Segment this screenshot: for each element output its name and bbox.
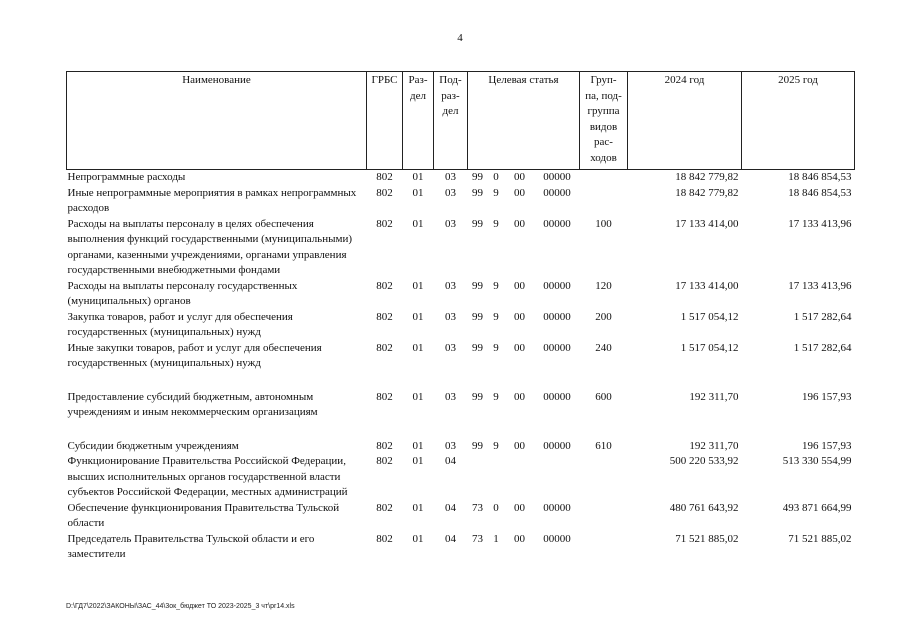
header-vid-raskhodov: Груп- па, под- группа видов рас- ходов [580, 72, 628, 170]
row-razdel: 01 [412, 217, 424, 230]
row-razdel: 01 [412, 455, 424, 467]
row-cs-subprogram: 0 [493, 501, 499, 514]
row-vid-raskhodov: 100 [595, 217, 612, 230]
row-cs-program: 99 [472, 171, 483, 183]
table-row [67, 186, 855, 217]
row-amount-2024: 17 133 414,00 [675, 279, 739, 292]
row-amount-2025: 493 871 664,99 [782, 501, 852, 514]
row-cs-subprogram: 9 [493, 341, 499, 354]
row-cs-subprogram: 0 [493, 171, 499, 183]
row-razdel: 01 [412, 501, 424, 514]
row-podrazdel: 04 [445, 501, 456, 514]
row-amount-2025: 18 846 854,53 [788, 171, 852, 183]
table-row [67, 390, 855, 439]
row-cs-program: 99 [472, 217, 483, 230]
row-vid-raskhodov: 200 [595, 310, 612, 323]
row-vid-raskhodov [580, 454, 628, 501]
table-row [67, 217, 855, 279]
row-amount-2024: 1 517 054,12 [680, 310, 739, 323]
row-cs-program: 99 [472, 279, 483, 292]
row-cs-program: 99 [472, 310, 483, 323]
row-cs-program [468, 454, 488, 501]
table-body [67, 170, 855, 563]
row-grbs: 802 [376, 501, 393, 514]
row-grbs: 802 [376, 439, 393, 452]
row-cs-direction: 00000 [543, 341, 571, 354]
table-row [67, 279, 855, 310]
row-podrazdel: 04 [445, 532, 456, 545]
row-amount-2024: 192 311,70 [689, 390, 739, 403]
row-name: Председатель Правительства Тульской области и его заместители [67, 532, 315, 560]
row-cs-direction: 00000 [543, 532, 571, 545]
row-cs-direction: 00000 [543, 279, 571, 292]
row-vid-raskhodov [580, 501, 628, 532]
row-cs-subprogram: 1 [493, 532, 499, 545]
header-tselevaya-statya: Целевая статья [468, 72, 580, 170]
row-cs-program: 99 [472, 341, 483, 354]
row-amount-2024: 1 517 054,12 [680, 341, 739, 354]
row-vid-raskhodov: 120 [595, 279, 612, 292]
row-cs-program: 99 [472, 439, 483, 452]
row-name: Расходы на выплаты персоналу в целях обеспечения выполнения функций государственными (муниципальными) органами, казенными учреждениями, органами управления государственными внебюджетными фондами [67, 217, 352, 276]
row-podrazdel: 03 [445, 279, 456, 292]
row-cs-direction: 00000 [543, 501, 571, 514]
row-amount-2024: 192 311,70 [689, 439, 739, 452]
row-name: Непрограммные расходы [67, 171, 186, 183]
row-vid-raskhodov [580, 186, 628, 217]
row-cs-main: 00 [514, 341, 525, 354]
row-amount-2025: 196 157,93 [802, 439, 852, 452]
row-name: Обеспечение функционирования Правительства Тульской области [67, 501, 340, 529]
row-cs-subprogram [488, 454, 505, 501]
header-grbs: ГРБС [367, 72, 403, 170]
row-razdel: 01 [412, 186, 424, 199]
row-name: Иные непрограммные мероприятия в рамках непрограммных расходов [67, 186, 357, 214]
table-row [67, 532, 855, 563]
row-amount-2025: 71 521 885,02 [788, 532, 852, 545]
row-cs-program: 99 [472, 186, 483, 199]
row-cs-program: 73 [472, 501, 483, 514]
row-cs-main: 00 [514, 279, 525, 292]
row-amount-2025: 1 517 282,64 [793, 310, 852, 323]
row-razdel: 01 [412, 310, 424, 323]
row-grbs: 802 [376, 171, 393, 183]
table-row [67, 439, 855, 455]
row-razdel: 01 [412, 279, 424, 292]
table-row [67, 170, 855, 186]
row-razdel: 01 [412, 532, 424, 545]
row-cs-main: 00 [514, 501, 525, 514]
row-amount-2025: 18 846 854,53 [788, 186, 852, 199]
row-podrazdel: 03 [445, 341, 456, 354]
row-razdel: 01 [412, 390, 424, 403]
row-name: Субсидии бюджетным учреждениям [67, 439, 239, 452]
row-amount-2024: 18 842 779,82 [675, 171, 739, 183]
row-podrazdel: 03 [445, 310, 456, 323]
row-podrazdel: 03 [445, 439, 456, 452]
row-cs-direction: 00000 [543, 171, 571, 183]
header-name: Наименование [67, 72, 367, 170]
row-vid-raskhodov: 600 [595, 390, 612, 403]
row-name: Закупка товаров, работ и услуг для обеспечения государственных (муниципальных) нужд [67, 310, 293, 338]
header-razdel: Раз- дел [403, 72, 434, 170]
row-grbs: 802 [376, 310, 393, 323]
row-cs-main: 00 [514, 390, 525, 403]
header-row [67, 72, 855, 170]
row-grbs: 802 [376, 217, 393, 230]
row-amount-2025: 17 133 413,96 [788, 217, 852, 230]
row-grbs: 802 [376, 532, 393, 545]
row-grbs: 802 [376, 390, 393, 403]
header-2025: 2025 год [742, 72, 855, 170]
row-amount-2025: 17 133 413,96 [788, 279, 852, 292]
row-vid-raskhodov: 240 [595, 341, 612, 354]
row-grbs: 802 [376, 341, 393, 354]
row-grbs: 802 [376, 186, 393, 199]
row-vid-raskhodov: 610 [595, 439, 612, 452]
row-podrazdel: 03 [445, 217, 456, 230]
row-podrazdel: 03 [445, 186, 456, 199]
row-cs-subprogram: 9 [493, 186, 499, 199]
budget-table [66, 71, 855, 563]
row-vid-raskhodov [580, 170, 628, 186]
table-row [67, 310, 855, 341]
table-row [67, 341, 855, 390]
row-name: Предоставление субсидий бюджетным, автономным учреждениям и иным некоммерческим организациям [67, 390, 318, 418]
table-row [67, 454, 855, 501]
row-name: Функционирование Правительства Российской Федерации, высших исполнительных органов государственной власти субъектов Российской Федерации, местных администраций [67, 455, 348, 498]
row-podrazdel: 03 [445, 390, 456, 403]
row-cs-direction: 00000 [543, 390, 571, 403]
row-cs-direction: 00000 [543, 186, 571, 199]
row-cs-main: 00 [514, 171, 525, 183]
row-amount-2024: 18 842 779,82 [675, 186, 739, 199]
budget-table-container [66, 71, 854, 563]
row-podrazdel: 03 [445, 171, 456, 183]
row-cs-subprogram: 9 [493, 390, 499, 403]
row-amount-2024: 480 761 643,92 [669, 501, 739, 514]
row-name: Иные закупки товаров, работ и услуг для обеспечения государственных (муниципальных) нужд [67, 341, 322, 369]
row-cs-program: 73 [472, 532, 483, 545]
row-amount-2024: 17 133 414,00 [675, 217, 739, 230]
row-cs-direction: 00000 [543, 439, 571, 452]
row-grbs: 802 [376, 455, 393, 467]
row-razdel: 01 [412, 171, 424, 183]
row-cs-main: 00 [514, 310, 525, 323]
header-podrazdel: Под- раз- дел [434, 72, 468, 170]
row-cs-main: 00 [514, 186, 525, 199]
table-row [67, 501, 855, 532]
row-cs-main [505, 454, 535, 501]
row-podrazdel: 04 [445, 455, 456, 467]
row-cs-direction [535, 454, 580, 501]
row-amount-2025: 513 330 554,99 [782, 455, 852, 467]
row-razdel: 01 [412, 341, 424, 354]
row-grbs: 802 [376, 279, 393, 292]
row-name: Расходы на выплаты персоналу государственных (муниципальных) органов [67, 279, 298, 307]
header-2024: 2024 год [628, 72, 742, 170]
row-cs-main: 00 [514, 217, 525, 230]
row-vid-raskhodov [580, 532, 628, 563]
row-amount-2024: 500 220 533,92 [669, 455, 739, 467]
row-amount-2025: 196 157,93 [802, 390, 852, 403]
row-cs-main: 00 [514, 439, 525, 452]
row-amount-2025: 1 517 282,64 [793, 341, 852, 354]
row-cs-subprogram: 9 [493, 279, 499, 292]
row-cs-program: 99 [472, 390, 483, 403]
page-number: 4 [457, 32, 463, 44]
footer-file-path: D:\ГД7\2022\ЗАКОНЫ\ЗАС_44\3ок_бюджет ТО 2023-2025_3 чт\pr14.xls [66, 603, 295, 610]
row-cs-main: 00 [514, 532, 525, 545]
row-cs-subprogram: 9 [493, 310, 499, 323]
row-cs-direction: 00000 [543, 310, 571, 323]
row-razdel: 01 [412, 439, 424, 452]
row-amount-2024: 71 521 885,02 [675, 532, 739, 545]
row-cs-subprogram: 9 [493, 439, 499, 452]
row-cs-direction: 00000 [543, 217, 571, 230]
row-cs-subprogram: 9 [493, 217, 499, 230]
